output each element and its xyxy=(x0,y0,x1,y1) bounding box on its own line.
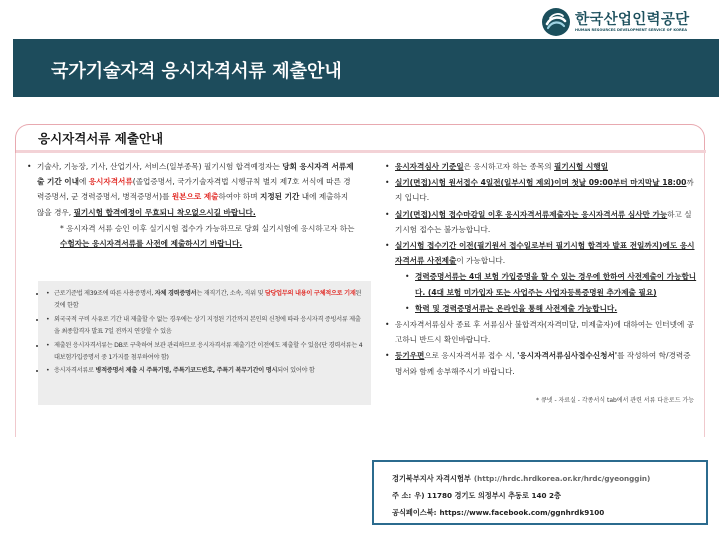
contact-facebook: 공식페이스북: https://www.facebook.com/ggnhrdk9100 xyxy=(392,508,605,517)
note-item: • • 제출된 응시자격서류는 DB로 구축하여 보관 관리하므로 응시자격서류 제출기간 이전에도 제출할 수 있음(단 경력서류는 4대보험가입증명서 중 1가지를 첨부하여야 함) xyxy=(46,340,365,365)
notes-box xyxy=(38,281,371,405)
title-banner xyxy=(13,39,719,97)
info-item: • 응시자격심사 기준일은 응시하고자 하는 종목의 필기시험 시행일 xyxy=(385,159,697,174)
info-sub-item: • 학력 및 경력증명서류는 온라인을 통해 사전제출 가능합니다. xyxy=(405,301,697,316)
dept-website-link[interactable]: (http://hrdc.hrdkorea.or.kr/hrdc/gyeonggin) xyxy=(473,474,651,483)
info-sub-item: • 경력증명서류는 4대 보험 가입증명을 할 수 있는 경우에 한하여 사전제출이 가능합니다. (4대 보험 미가입자 또는 사업주는 사업자등록증명원 추가제출 필요) xyxy=(405,269,697,299)
note-item: • • 외국국적 구비 사유로 기간 내 제출할 수 없는 경우에는 상기 지정된 기간까지 본인의 신청에 따라 응시자격 증빙서류 제출을 최종합격자 발표 7일 전까지 연장할 수 있음 xyxy=(46,314,365,339)
info-item: • 실기(면접)시험 원서접수 4일전(일부시험 제외)이며 첫날 09:00부터 마지막날 18:00까지 입니다. xyxy=(385,175,697,205)
info-item: • 실기(면접)시험 접수마감일 이후 응시자격서류제출자는 응시자격서류 심사만 가능하고 실기시험 접수는 불가능합니다. xyxy=(385,207,697,237)
left-column xyxy=(27,159,357,251)
right-column xyxy=(385,159,697,380)
contact-dept: 경기북부지사 자격시험부 (http://hrdc.hrdkorea.or.kr/hrdc/gyeonggin) xyxy=(392,474,651,483)
info-item: • 응시자격서류심사 종료 후 서류심사 불합격자(자격미달, 미제출자)에 대하여는 인터넷에 공고하니 반드시 확인바랍니다. xyxy=(385,317,697,347)
contact-address: 주 소: 우) 11780 경기도 의정부시 추동로 140 2층 xyxy=(392,491,561,500)
section-title: 응시자격서류 제출안내 xyxy=(38,131,164,146)
note-item: • • 응시자격서류로 병적증명서 제출 시 주특기명, 주특기코드번호, 주특기 복무기간이 명시되어 있어야 함 xyxy=(46,365,365,377)
org-logo xyxy=(541,7,691,37)
note-item: • • 근로기준법 제39조에 따른 사용증명서, 자체 경력증명서는 재직기간, 소속, 직위 및 담당업무의 내용이 구체적으로 기재된 것에 한함 xyxy=(46,288,365,313)
page-title: 국가기술자격 응시자격서류 제출안내 xyxy=(51,61,342,82)
info-item: • 실기시험 접수기간 이전(필기원서 접수일로부터 필기시험 합격자 발표 전일까지)에도 응시자격서류 사전제출이 가능합니다. xyxy=(385,238,697,268)
hrdk-swirl-icon xyxy=(541,7,571,37)
facebook-link[interactable]: https://www.facebook.com/ggnhrdk9100 xyxy=(439,508,605,517)
download-footnote: * 큐넷 - 자료실 - 각종서식 tab에서 관련 서류 다운로드 가능 xyxy=(536,397,694,404)
approval-note: * 응시자격 서류 승인 이후 실기시험 접수가 가능하므로 당회 실기시험에 응시하고자 하는 수험자는 응시자격서류를 사전에 제출하시기 바랍니다. xyxy=(60,223,355,249)
org-name: 한국산업인력공단 xyxy=(575,12,690,28)
contact-box xyxy=(372,460,708,525)
org-english-name: HUMAN RESOURCES DEVELOPMENT SERVICE OF KOREA xyxy=(575,28,688,32)
info-item: • 등기우편으로 응시자격서류 접수 시, '응시자격서류심사접수신청서'를 작성하여 학/경력증명서와 함께 송부해주시기 바랍니다. xyxy=(385,348,697,378)
submission-rule-item: • 기술사, 기능장, 기사, 산업기사, 서비스(일부종목) 필기시험 합격예정자는 당회 응시자격 서류제출 기간 이내에 응시자격서류(졸업증명서, 국가기술자격법 시행규칙 별지 제7호 서식에 따른 경력증명서, 군 경력증명서, 병적증명서)를 원본으로 제출하여야 하며 지정된 기간 내에 제출하지 않을 경우, 필기시험 합격예정이 무효되니 착오없으시길 바랍니다. xyxy=(27,159,357,220)
